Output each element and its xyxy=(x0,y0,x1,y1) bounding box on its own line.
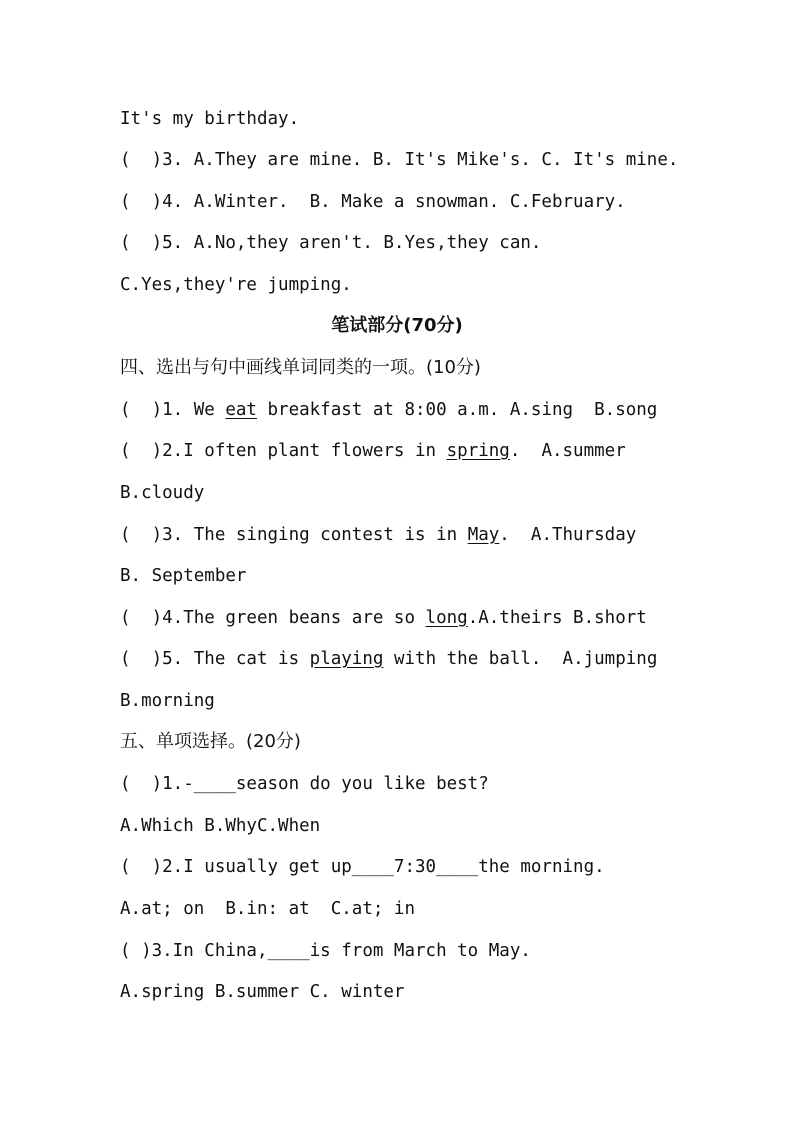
section-4-question-2 xyxy=(120,436,754,466)
section-4-question-3 xyxy=(120,520,754,550)
written-part-title: 笔试部分(70分) xyxy=(331,315,463,336)
listening-question-4: ( )4. A.Winter. B. Make a snowman. C.February. xyxy=(120,192,626,212)
section-5-question-3-options: A.spring B.summer C. winter xyxy=(120,982,405,1002)
underlined-word: May xyxy=(467,525,500,545)
section-5-question-2: ( )2.I usually get up____7:30____the morning. xyxy=(120,857,605,877)
section-4-question-1 xyxy=(120,395,754,425)
listening-question-3: ( )3. A.They are mine. B. It's Mike's. C. It's mine. xyxy=(120,150,679,170)
question-text: ( )1. We xyxy=(120,400,226,420)
question-options: . A.Thursday xyxy=(499,525,637,545)
section-4-heading: 四、选出与句中画线单词同类的一项。(10分) xyxy=(120,357,481,378)
section-4-question-5-option-b: B.morning xyxy=(120,691,215,711)
section-5-heading: 五、单项选择。(20分) xyxy=(120,731,301,752)
section-5-question-1-options: A.Which B.WhyC.When xyxy=(120,816,321,836)
section-4-question-5 xyxy=(120,644,754,674)
section-4-question-4 xyxy=(120,603,754,633)
question-text: ( )4.The green beans are so xyxy=(120,608,426,628)
question-options: with the ball. A.jumping xyxy=(383,649,658,669)
question-options: . A.summer xyxy=(509,441,626,461)
underlined-word: playing xyxy=(309,649,384,669)
question-text: ( )3. The singing contest is in xyxy=(120,525,468,545)
listening-line-birthday: It's my birthday. xyxy=(120,109,300,129)
question-text: ( )2.I often plant flowers in xyxy=(120,441,447,461)
section-4-question-2-option-b: B.cloudy xyxy=(120,483,205,503)
underlined-word: spring xyxy=(446,441,510,461)
section-5-question-2-options: A.at; on B.in: at C.at; in xyxy=(120,899,416,919)
section-5-question-1: ( )1.-____season do you like best? xyxy=(120,774,489,794)
listening-question-5-option-c: C.Yes,they're jumping. xyxy=(120,275,352,295)
question-text: ( )5. The cat is xyxy=(120,649,310,669)
section-5-question-3: ( )3.In China,____is from March to May. xyxy=(120,941,531,961)
underlined-word: long xyxy=(425,608,468,628)
section-4-question-3-option-b: B. September xyxy=(120,566,247,586)
question-options: breakfast at 8:00 a.m. A.sing B.song xyxy=(256,400,658,420)
question-options: .A.theirs B.short xyxy=(467,608,647,628)
listening-question-5: ( )5. A.No,they aren't. B.Yes,they can. xyxy=(120,233,542,253)
underlined-word: eat xyxy=(225,400,257,420)
